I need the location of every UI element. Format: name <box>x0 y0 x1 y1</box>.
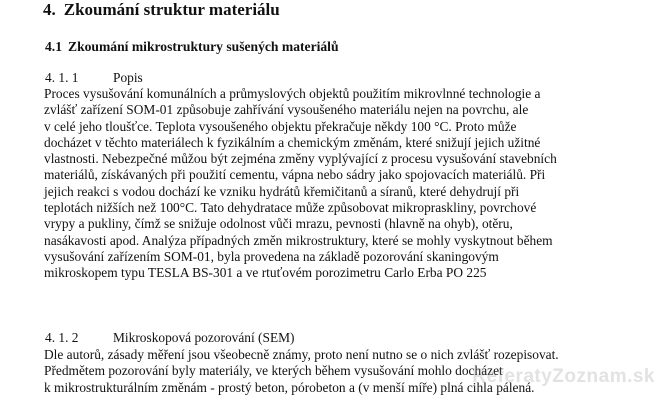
text-line: teplotách nižších než 100°C. Tato dehydratace může způsobovat mikropraskliny, povrchové <box>44 200 537 216</box>
paragraph-popis <box>44 86 644 282</box>
text-line: materiálů, získávaných při použití cementu, vápna nebo sádry jako spojovacích materiálů. Při <box>44 167 546 183</box>
text-line: vlastnosti. Nebezpečné můžou být zejména změny vyplývající z procesu vysušování stavebních <box>44 151 557 167</box>
subsection-title: Popis <box>113 70 143 85</box>
text-line: nasákavosti apod. Analýza případných změn mikrostruktury, které se mohly vyskytnout během <box>44 232 553 248</box>
text-line: jejich reakci s vodou dochází ke vzniku hydrátů křemičitanů a síranů, které dehydrují při <box>44 183 520 199</box>
text-line: k mikrostrukturálním změnám - prostý beton, pórobeton a (v menší míře) plná cihla pálená. <box>44 379 535 395</box>
section-title: Zkoumání mikrostruktury sušených materiálů <box>68 39 339 54</box>
subsection-number: 4. 1. 2 <box>45 330 79 345</box>
chapter-number: 4. <box>43 0 56 19</box>
subsection-heading-sem <box>45 329 295 347</box>
text-line: zvlášť zařízení SOM-01 způsobuje zahřívání vysoušeného materiálu nejen na povrchu, ale <box>44 102 529 118</box>
section-number: 4.1 <box>45 39 62 54</box>
site-watermark: ReferatyZoznam.sk <box>472 366 655 387</box>
text-line: Dle autorů, zásady měření jsou všeobecně známy, proto není nutno se o nich zvlášť rozepisovat. <box>44 347 559 362</box>
chapter-title: Zkoumání struktur materiálu <box>63 0 280 19</box>
chapter-heading <box>43 0 280 20</box>
text-line: docházet v těchto materiálech k fyzikálním a chemickým změnám, které snižují jejich užitné <box>44 134 541 150</box>
text-line: mikroskopem typu TESLA BS-301 a ve rtuťovém porozimetru Carlo Erba PO 225 <box>44 265 487 281</box>
text-line: vrypy a pukliny, čímž se snižuje odolnost vůči mrazu, pevnosti (hlavně na ohyb), otěru, <box>44 216 513 232</box>
subsection-heading-popis <box>45 69 143 87</box>
text-line: v celé jeho tloušťce. Teplota vysoušeného objektu překračuje někdy 100 °C. Proto může <box>44 118 517 134</box>
text-line: Předmětem pozorování byly materiály, ve kterých během vysušování mohlo docházet <box>44 363 503 379</box>
text-line: vysušování zařízením SOM-01, byla provedena na základě pozorování skaningovým <box>44 248 499 264</box>
section-heading <box>45 38 339 56</box>
subsection-title: Mikroskopová pozorování (SEM) <box>113 330 295 345</box>
subsection-number: 4. 1. 1 <box>45 70 79 85</box>
text-line: Proces vysušování komunálních a průmyslových objektů použitím mikrovlnné technologie a <box>44 86 541 101</box>
